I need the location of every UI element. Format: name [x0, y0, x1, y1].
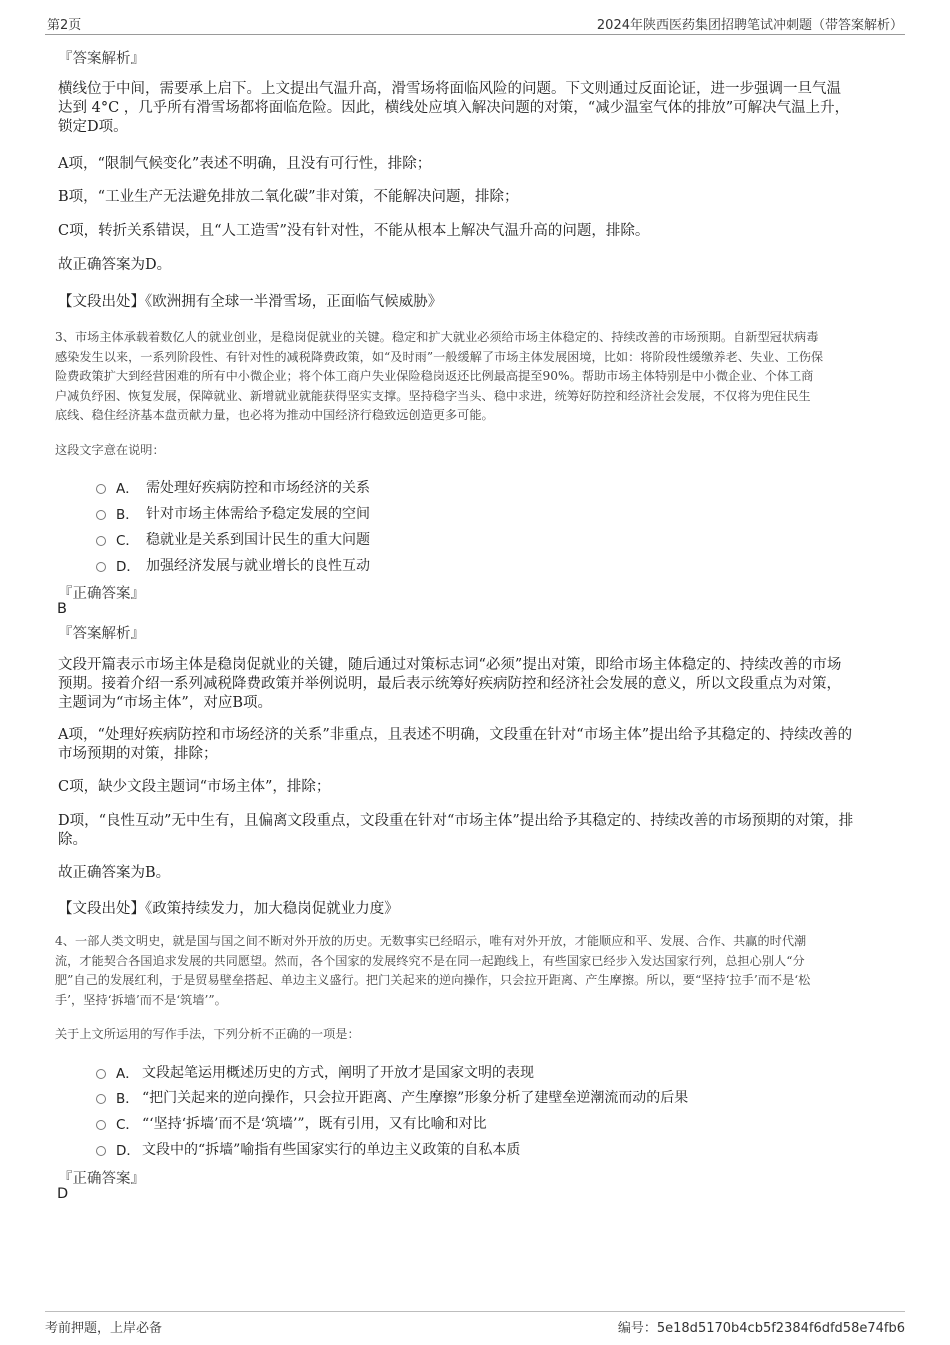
- q2-source: 【文段出处】《欧洲拥有全球一半滑雪场，正面临气候威胁》: [58, 294, 443, 310]
- q4-option-b[interactable]: [96, 1087, 688, 1107]
- q3-option-a[interactable]: [96, 477, 370, 497]
- q4-option-c[interactable]: [96, 1113, 487, 1133]
- passage-line: 肥”自己的发展红利，于是贸易壁垒搭起、单边主义盛行。把门关起来的逆向操作，只会拉开距离、产生摩擦。所以，要“坚持‘拉手’而不是‘松: [55, 973, 811, 987]
- q3-option-c-note: C项，缺少文段主题词“市场主体”，排除；: [58, 779, 331, 795]
- correct-answer: D: [57, 1186, 69, 1202]
- option-letter: A．: [116, 481, 139, 497]
- passage-line: 4、一部人类文明史，就是国与国之间不断对外开放的历史。无数事实已经昭示，唯有对外开放，才能顺应和平、发展、合作、共赢的时代潮: [55, 934, 807, 948]
- passage-line: 户减负纾困、恢复发展，保障就业、新增就业就能获得坚实支撑。坚持稳字当头、稳中求进，统筹好防控和经济社会发展，不仅将为兜住民生: [55, 388, 811, 403]
- passage-line: 流，才能契合各国追求发展的共同愿望。然而，各个国家的发展终究不是在同一起跑线上，有些国家已经步入发达国家行列，总担心别人“分: [55, 953, 805, 968]
- passage-line: 底线、稳住经济基本盘贡献力量，也必将为推动中国经济行稳致远创造更多可能。: [55, 408, 494, 422]
- q3-source: 【文段出处】《政策持续发力，加大稳岗促就业力度》: [58, 901, 399, 917]
- radio-button[interactable]: [96, 1069, 106, 1079]
- option-letter: A．: [116, 1066, 139, 1082]
- q2-option-c-note: C项，转折关系错误，且“人工造雪”没有针对性，不能从根本上解决气温升高的问题，排除。: [58, 223, 650, 239]
- radio-button[interactable]: [96, 1094, 106, 1104]
- analysis-line: 预期。接着介绍一系列减税降费政策并举例说明，最后表示统筹好疾病防控和经济社会发展的意义，所以文段重点为对策，: [58, 676, 841, 692]
- passage-line: 手’，坚持‘拆墙’而不是‘筑墙’”。: [55, 992, 227, 1007]
- q3-analysis: [58, 656, 892, 713]
- analysis-line: 达到 4°C ，几乎所有滑雪场都将面临危险。因此，横线处应填入解决问题的对策，“减少温室气体的排放”可解决气温上升，: [58, 100, 850, 116]
- analysis-label: 『答案解析』: [58, 626, 145, 642]
- analysis-line: 横线位于中间，需要承上启下。上文提出气温升高，滑雪场将面临风险的问题。下文则通过反面论证，进一步强调一旦气温: [58, 81, 841, 97]
- answer-label: 『正确答案』: [58, 1171, 145, 1187]
- q3-passage: [55, 328, 895, 426]
- radio-button[interactable]: [96, 536, 106, 546]
- answer-label: 『正确答案』: [58, 586, 145, 602]
- option-text: 需处理好疾病防控和市场经济的关系: [146, 480, 370, 496]
- analysis-line: 锁定D项。: [58, 119, 128, 135]
- q3-option-d-note: [58, 812, 892, 850]
- q2-analysis: [58, 80, 892, 137]
- radio-button[interactable]: [96, 562, 106, 572]
- option-text: “把门关起来的逆向操作，只会拉开距离、产生摩擦”形象分析了建壁垒逆潮流而动的后果: [142, 1090, 689, 1106]
- q3-option-c[interactable]: [96, 529, 370, 549]
- passage-line: 险费政策扩大到经营困难的所有中小微企业；将个体工商户失业保险稳岗返还比例最高提至90%。帮助市场主体特别是中小微企业、个体工商: [55, 369, 814, 383]
- q3-option-a-note: [58, 726, 892, 764]
- q4-option-a[interactable]: [96, 1062, 534, 1082]
- option-letter: D．: [116, 559, 140, 575]
- passage-line: 3、市场主体承载着数亿人的就业创业，是稳岗促就业的关键。稳定和扩大就业必须给市场主体稳定的、持续改善的市场预期。自新型冠状病毒: [55, 330, 819, 344]
- q2-option-a-note: A项，“限制气候变化”表述不明确，且没有可行性，排除；: [58, 156, 432, 172]
- document-title: 2024年陕西医药集团招聘笔试冲刺题（带答案解析）: [596, 18, 903, 33]
- q2-conclusion: 故正确答案为D。: [58, 257, 172, 273]
- note-line: D项，“良性互动”无中生有，且偏离文段重点，文段重在针对“市场主体”提出给予其稳定的、持续改善的市场预期的对策，排: [58, 813, 854, 829]
- analysis-line: 主题词为“市场主体”，对应B项。: [58, 695, 272, 711]
- analysis-line: 文段开篇表示市场主体是稳岗促就业的关键，随后通过对策标志词“必须”提出对策，即给市场主体稳定的、持续改善的市场: [58, 657, 842, 673]
- q4-option-d[interactable]: [96, 1139, 520, 1159]
- option-text: 加强经济发展与就业增长的良性互动: [146, 558, 370, 574]
- option-text: 稳就业是关系到国计民生的重大问题: [146, 532, 370, 548]
- option-text: 针对市场主体需给予稳定发展的空间: [146, 506, 370, 522]
- footer-slogan: 考前押题，上岸必备: [45, 1321, 163, 1336]
- option-letter: B．: [116, 1091, 139, 1107]
- option-text: 文段中的“拆墙”喻指有些国家实行的单边主义政策的自私本质: [142, 1142, 521, 1158]
- radio-button[interactable]: [96, 484, 106, 494]
- q3-option-d[interactable]: [96, 555, 370, 575]
- page-header: [45, 14, 905, 35]
- q3-option-b[interactable]: [96, 503, 370, 523]
- page-number: 第2页: [47, 18, 82, 33]
- option-letter: D．: [116, 1143, 140, 1159]
- q4-passage: [55, 932, 895, 1010]
- radio-button[interactable]: [96, 1146, 106, 1156]
- option-letter: B．: [116, 507, 139, 523]
- q2-option-b-note: B项，“工业生产无法避免排放二氧化碳”非对策，不能解决问题，排除；: [58, 189, 519, 205]
- option-letter: C．: [116, 1117, 139, 1133]
- option-text: 文段起笔运用概述历史的方式，阐明了开放才是国家文明的表现: [142, 1065, 534, 1081]
- q3-prompt: 这段文字意在说明：: [55, 443, 165, 457]
- passage-line: 感染发生以来，一系列阶段性、有针对性的减税降费政策，如“及时雨”一般缓解了市场主体发展困境，比如：将阶段性缓缴养老、失业、工伤保: [55, 349, 824, 364]
- correct-answer: B: [57, 601, 67, 617]
- note-line: 市场预期的对策，排除；: [58, 746, 218, 762]
- note-line: A项，“处理好疾病防控和市场经济的关系”非重点，且表述不明确，文段重在针对“市场主体”提出给予其稳定的、持续改善的: [58, 727, 853, 743]
- document-id: 编号：5e18d5170b4cb5f2384f6dfd58e74fb6: [617, 1321, 905, 1336]
- analysis-label: 『答案解析』: [58, 51, 145, 67]
- q4-prompt: 关于上文所运用的写作手法，下列分析不正确的一项是：: [55, 1027, 360, 1041]
- radio-button[interactable]: [96, 510, 106, 520]
- page-footer: [45, 1311, 905, 1338]
- q3-conclusion: 故正确答案为B。: [58, 865, 171, 881]
- radio-button[interactable]: [96, 1120, 106, 1130]
- note-line: 除。: [58, 832, 87, 848]
- option-letter: C．: [116, 533, 139, 549]
- option-text: “‘坚持‘拆墙’而不是‘筑墙’”，既有引用，又有比喻和对比: [142, 1116, 487, 1132]
